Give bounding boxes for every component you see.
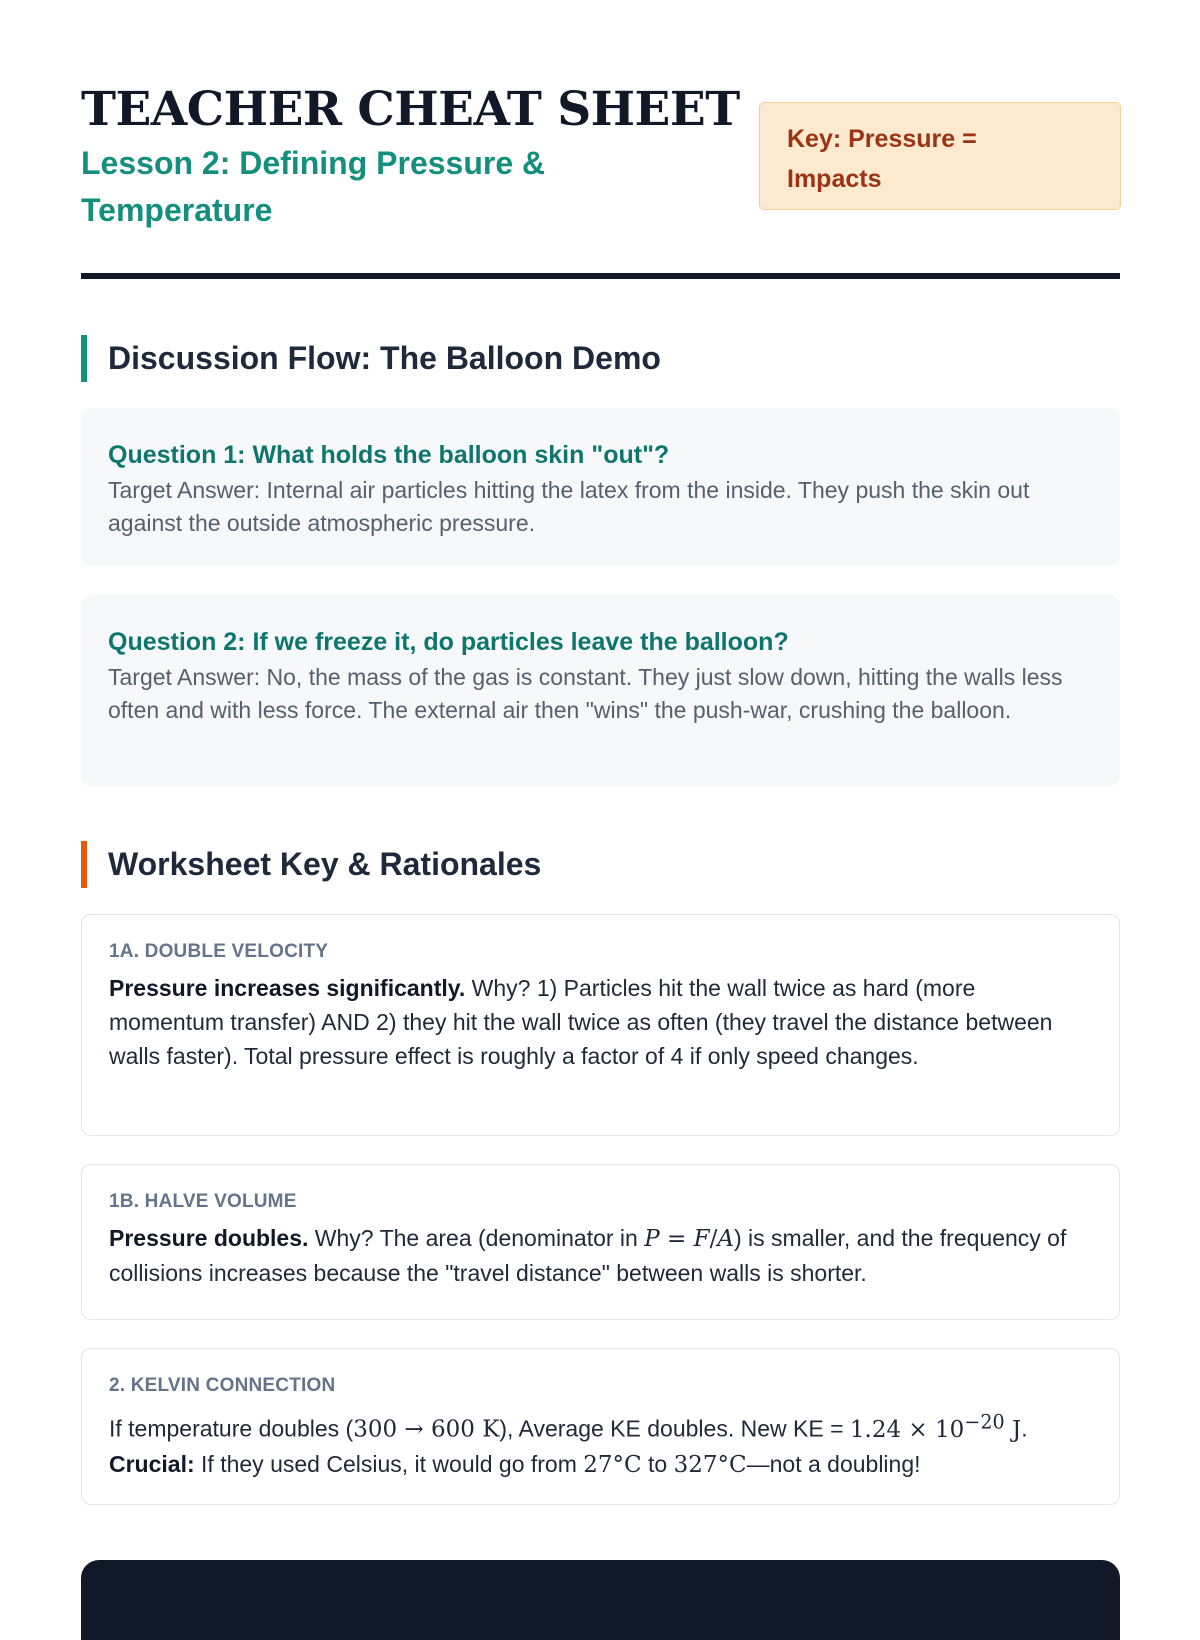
lesson-subtitle: Lesson 2: Defining Pressure & Temperature <box>81 145 546 228</box>
ke-value <box>849 1410 1022 1443</box>
page-title: TEACHER CHEAT SHEET <box>81 82 740 137</box>
key-item-rationale: Why? 1) Particles hit the wall twice as hard (more momentum transfer) AND 2) they hit the wall twice as often (they travel the distance between walls faster). Total pressure effect is roughly a factor of 4 if only speed changes. <box>109 975 1053 1069</box>
formula-a: A <box>717 1226 734 1252</box>
kelvin-text-a: If temperature doubles ( <box>109 1415 354 1442</box>
header-divider <box>81 273 1120 279</box>
question-card-2 <box>81 595 1120 786</box>
key-item-body <box>109 1405 1092 1482</box>
key-callout-line2: Impacts <box>787 165 882 193</box>
worksheet-accent-bar <box>81 841 87 888</box>
key-item-1b <box>81 1164 1120 1320</box>
ke-mantissa: 1.24 × 10 <box>849 1416 965 1443</box>
key-item-rationale-start: Why? The area (denominator in <box>308 1225 645 1251</box>
kelvin-text-end: . <box>1021 1415 1028 1442</box>
footer-bar <box>81 1560 1120 1640</box>
key-item-2 <box>81 1348 1120 1505</box>
key-item-verdict: Pressure increases significantly. <box>109 975 466 1001</box>
formula-p: P <box>644 1226 660 1252</box>
worksheet-heading-text: Worksheet Key & Rationales <box>108 845 542 882</box>
temp-range: 300 → 600 K <box>353 1416 500 1443</box>
key-item-body <box>109 1221 1092 1290</box>
key-item-1a <box>81 914 1120 1136</box>
key-callout-line1: Key: Pressure = <box>787 125 977 153</box>
question-answer: Target Answer: No, the mass of the gas is constant. They just slow down, hitting the walls less often and with less force. The external air then "wins" the push-war, crushing the balloon. <box>108 664 1063 723</box>
ke-unit: J <box>1004 1416 1022 1443</box>
formula-f: F <box>693 1226 710 1252</box>
key-item-label: 2. KELVIN CONNECTION <box>109 1375 336 1396</box>
question-title: Question 1: What holds the balloon skin "out"? <box>108 441 670 469</box>
celsius-text-b: to <box>641 1450 674 1477</box>
key-item-label: 1A. DOUBLE VELOCITY <box>109 941 329 962</box>
celsius-from: 27°C <box>583 1451 642 1478</box>
worksheet-section-heading <box>81 840 1081 888</box>
ke-exponent: −20 <box>964 1410 1005 1433</box>
pressure-formula <box>644 1226 734 1252</box>
question-answer: Target Answer: Internal air particles hitting the latex from the inside. They push the skin out against the outside atmospheric pressure. <box>108 477 1030 536</box>
kelvin-text-b: ), Average KE doubles. New KE = <box>499 1415 850 1442</box>
header <box>81 0 1120 276</box>
key-callout <box>759 102 1121 210</box>
key-item-label: 1B. HALVE VOLUME <box>109 1191 297 1212</box>
discussion-heading-text: Discussion Flow: The Balloon Demo <box>108 339 661 376</box>
formula-slash: / <box>709 1226 718 1252</box>
question-card-1 <box>81 408 1120 566</box>
crucial-label: Crucial: <box>109 1450 195 1477</box>
key-item-body <box>109 971 1092 1073</box>
discussion-section-heading <box>81 334 1081 382</box>
celsius-text-c: —not a doubling! <box>746 1450 921 1477</box>
formula-eq: = <box>659 1226 694 1252</box>
key-item-rationale-end: ) is smaller, and the frequency of collisions increases because the "travel distance" between walls is shorter. <box>109 1225 1067 1286</box>
key-item-verdict: Pressure doubles. <box>109 1225 309 1251</box>
discussion-accent-bar <box>81 335 87 382</box>
question-title: Question 2: If we freeze it, do particles leave the balloon? <box>108 628 789 656</box>
celsius-text-a: If they used Celsius, it would go from <box>194 1450 584 1477</box>
celsius-to: 327°C <box>673 1451 747 1478</box>
